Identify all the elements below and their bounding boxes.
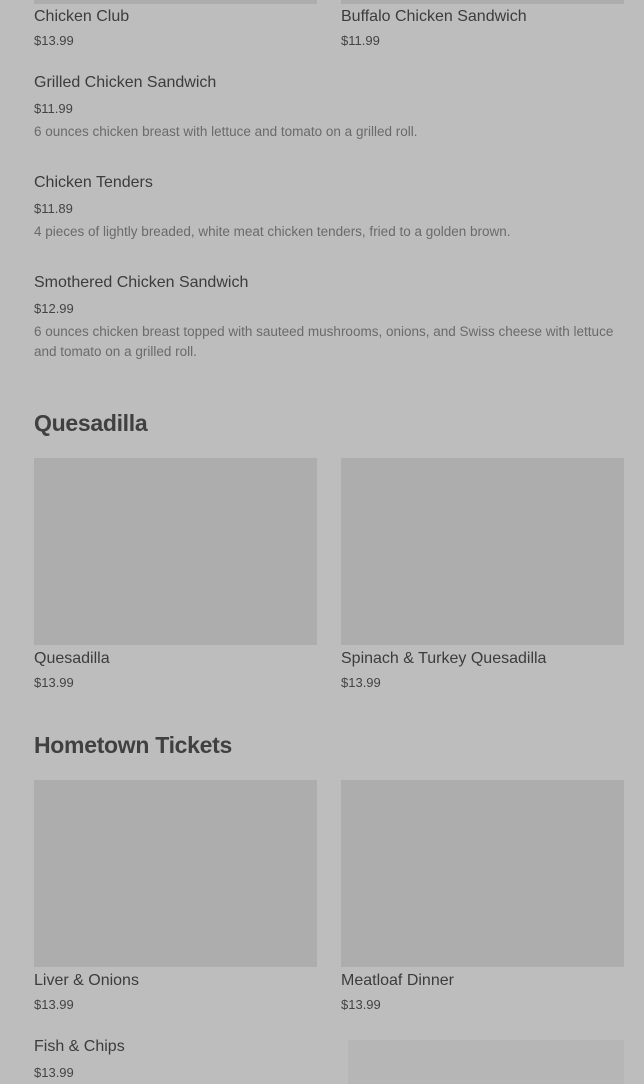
item-name-smothered-chicken-sandwich[interactable]: Smothered Chicken Sandwich	[34, 274, 249, 291]
item-name-chicken-tenders[interactable]: Chicken Tenders	[34, 174, 153, 191]
item-image-liver-onions[interactable]	[34, 780, 317, 967]
item-price-smothered-chicken-sandwich: $12.99	[34, 301, 74, 316]
item-name-meatloaf-dinner[interactable]: Meatloaf Dinner	[341, 972, 454, 989]
section-title-quesadilla: Quesadilla	[34, 410, 148, 436]
item-name-spinach-turkey-quesadilla[interactable]: Spinach & Turkey Quesadilla	[341, 650, 547, 667]
item-price-buffalo-chicken-sandwich: $11.99	[341, 33, 380, 48]
item-image-chicken-club[interactable]	[34, 0, 317, 4]
item-image-meatloaf-dinner[interactable]	[341, 780, 624, 967]
item-image-buffalo-chicken-sandwich[interactable]	[341, 0, 624, 4]
item-name-chicken-club[interactable]: Chicken Club	[34, 8, 130, 25]
item-image-spinach-turkey-quesadilla[interactable]	[341, 458, 624, 645]
item-description-grilled-chicken-sandwich: 6 ounces chicken breast with lettuce and tomato on a grilled roll.	[34, 124, 418, 139]
item-name-fish-chips[interactable]: Fish & Chips	[34, 1038, 125, 1055]
item-price-chicken-club: $13.99	[34, 33, 74, 48]
item-description-chicken-tenders: 4 pieces of lightly breaded, white meat chicken tenders, fried to a golden brown.	[34, 224, 511, 239]
item-name-liver-onions[interactable]: Liver & Onions	[34, 972, 139, 989]
item-description-smothered-chicken-sandwich: 6 ounces chicken breast topped with sauteed mushrooms, onions, and Swiss cheese with lettuce and tomato on a grilled roll.	[34, 324, 614, 359]
section-title-hometown-tickets: Hometown Tickets	[34, 732, 232, 758]
item-image-quesadilla[interactable]	[34, 458, 317, 645]
item-price-spinach-turkey-quesadilla: $13.99	[341, 675, 381, 690]
item-price-liver-onions: $13.99	[34, 997, 74, 1012]
item-price-meatloaf-dinner: $13.99	[341, 997, 381, 1012]
item-image-fish-chips[interactable]	[348, 1040, 624, 1084]
item-price-quesadilla: $13.99	[34, 675, 74, 690]
item-price-chicken-tenders: $11.89	[34, 201, 73, 216]
item-price-grilled-chicken-sandwich: $11.99	[34, 101, 73, 116]
item-price-fish-chips: $13.99	[34, 1065, 74, 1080]
item-name-quesadilla[interactable]: Quesadilla	[34, 650, 110, 667]
item-name-buffalo-chicken-sandwich[interactable]: Buffalo Chicken Sandwich	[341, 8, 527, 25]
item-name-grilled-chicken-sandwich[interactable]: Grilled Chicken Sandwich	[34, 74, 217, 91]
